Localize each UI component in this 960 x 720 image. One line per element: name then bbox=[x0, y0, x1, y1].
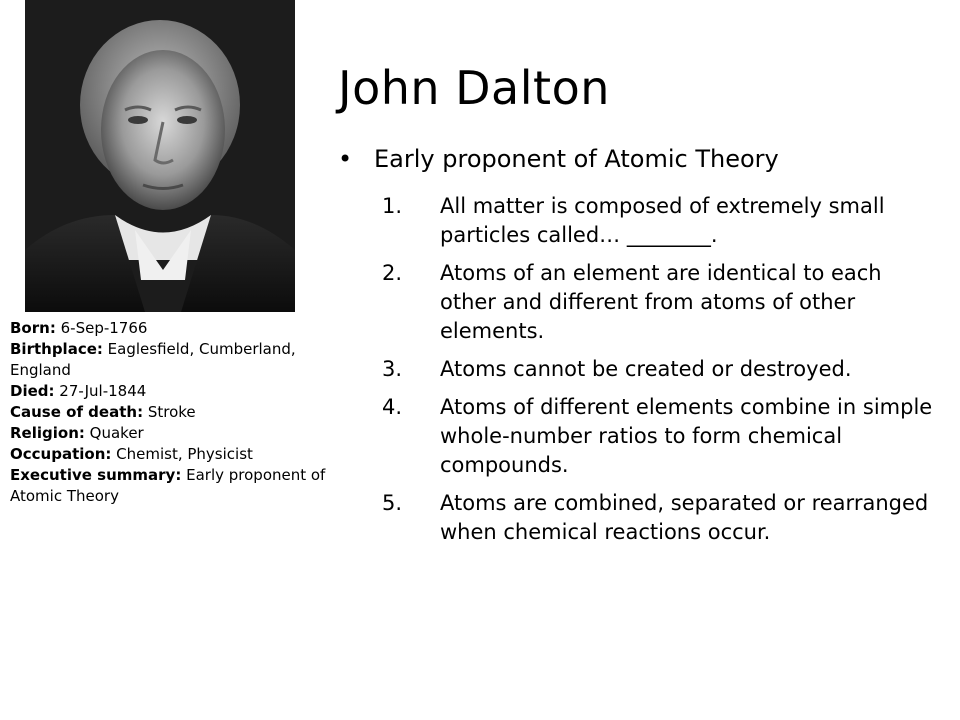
bio-birthplace bbox=[10, 339, 330, 381]
list-text: Atoms cannot be created or destroyed. bbox=[440, 357, 852, 381]
bio-occupation bbox=[10, 444, 330, 465]
slide-title: John Dalton bbox=[338, 61, 610, 115]
bio-died bbox=[10, 381, 330, 402]
bio-cause-of-death bbox=[10, 402, 330, 423]
bio-value: 6-Sep-1766 bbox=[60, 319, 148, 337]
bio-label: Occupation: bbox=[10, 445, 112, 463]
list-number: 1. bbox=[382, 194, 403, 218]
bio-label: Cause of death: bbox=[10, 403, 144, 421]
list-item bbox=[382, 355, 942, 384]
bullet-text: Early proponent of Atomic Theory bbox=[374, 145, 779, 173]
bio-born bbox=[10, 318, 330, 339]
theory-points-list bbox=[382, 192, 942, 556]
bio-label: Executive summary: bbox=[10, 466, 182, 484]
bio-value: Stroke bbox=[147, 403, 196, 421]
list-number: 5. bbox=[382, 491, 403, 515]
bio-value: Eaglesfield, Cumberland, England bbox=[10, 340, 296, 379]
bullet-dot-icon: • bbox=[338, 145, 353, 173]
list-item bbox=[382, 259, 942, 346]
bio-label: Birthplace: bbox=[10, 340, 103, 358]
bio-label: Died: bbox=[10, 382, 55, 400]
portrait-illustration bbox=[25, 0, 295, 312]
bio-label: Born: bbox=[10, 319, 56, 337]
bio-value: Early proponent of Atomic Theory bbox=[10, 466, 326, 505]
bio-value: Quaker bbox=[89, 424, 144, 442]
list-item bbox=[382, 393, 942, 480]
bio-label: Religion: bbox=[10, 424, 85, 442]
list-text: Atoms of an element are identical to each other and different from atoms of other elements. bbox=[440, 261, 882, 343]
bio-executive-summary bbox=[10, 465, 330, 507]
bio-value: 27-Jul-1844 bbox=[59, 382, 147, 400]
list-number: 3. bbox=[382, 357, 403, 381]
list-item bbox=[382, 192, 942, 250]
list-text: Atoms are combined, separated or rearranged when chemical reactions occur. bbox=[440, 491, 929, 544]
bio-value: Chemist, Physicist bbox=[116, 445, 253, 463]
list-text: All matter is composed of extremely small particles called… ________. bbox=[440, 194, 885, 247]
portrait-photo bbox=[25, 0, 295, 312]
list-number: 2. bbox=[382, 261, 403, 285]
bio-religion bbox=[10, 423, 330, 444]
bio-details bbox=[10, 318, 330, 507]
list-number: 4. bbox=[382, 395, 403, 419]
list-text: Atoms of different elements combine in simple whole-number ratios to form chemical compounds. bbox=[440, 395, 933, 477]
list-item bbox=[382, 489, 942, 547]
